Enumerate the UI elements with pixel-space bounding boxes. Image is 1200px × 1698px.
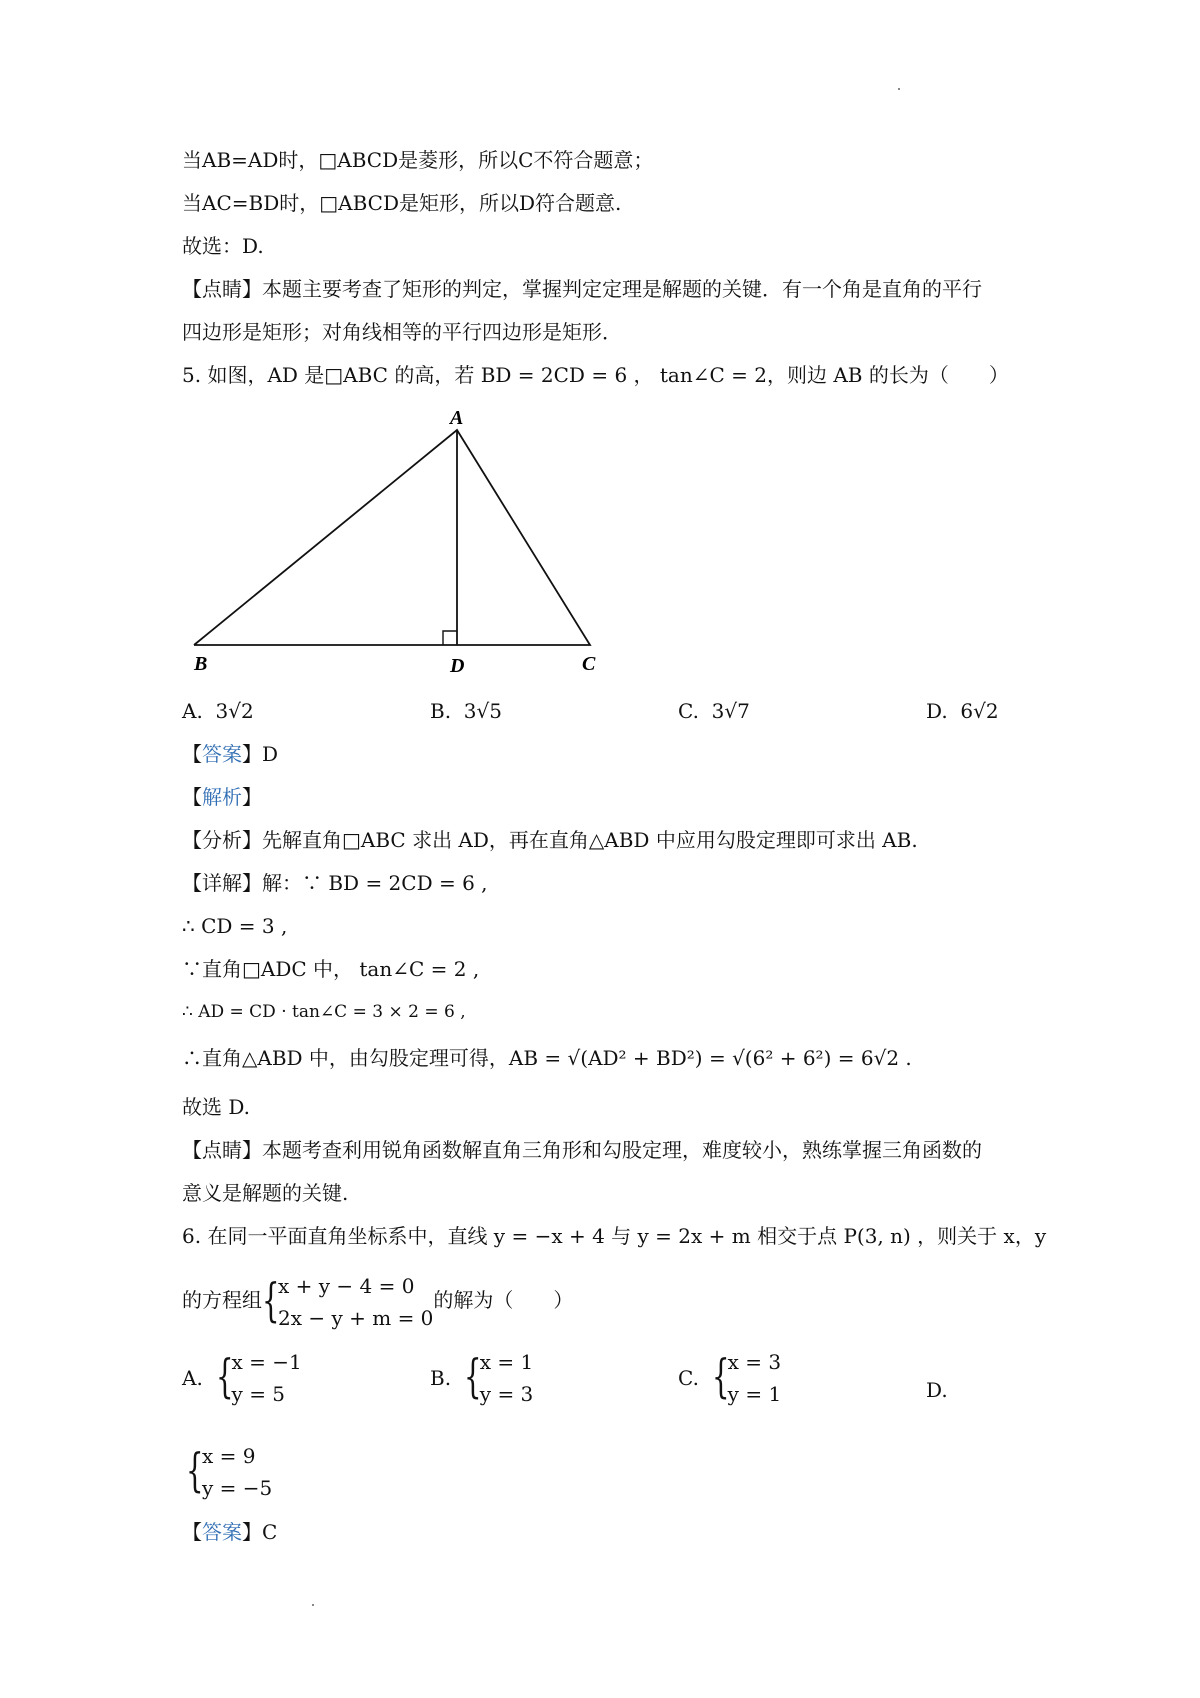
option-row-x: x = 1: [479, 1350, 534, 1374]
vertex-label-d: D: [450, 655, 465, 677]
option-letter: C.: [678, 1366, 699, 1390]
q6-option-a: [182, 1346, 302, 1410]
system-suffix: 的解为（ ）: [433, 1288, 574, 1312]
equation-1: x + y − 4 = 0: [278, 1273, 415, 1298]
q5-option-b: [430, 697, 502, 725]
q5-xiangjie: [182, 869, 488, 897]
answer-value: D: [262, 742, 279, 766]
scan-speck: [312, 1604, 314, 1606]
question-5-stem: 5. 如图，AD 是□ABC 的高，若 BD = 2CD = 6 ， tan∠C = 2，则边 AB 的长为（ ）: [182, 363, 1009, 387]
q5-step-4: ∴直角△ABD 中，由勾股定理可得，AB = √(AD² + BD²) = √(6² + 6²) = 6√2 .: [182, 1046, 912, 1070]
answer-label: 答案: [202, 1520, 242, 1544]
q5-answer-line: 【答案】D: [182, 742, 279, 766]
option-letter: D.: [926, 1378, 948, 1402]
answer-label: 答案: [202, 742, 242, 766]
option-value: 3√7: [711, 699, 750, 723]
equation-system: { x + y − 4 = 0 2x − y + m = 0: [262, 1270, 433, 1334]
text-line-ac-bd: 当AC=BD时，□ABCD是矩形，所以D符合题意.: [182, 191, 622, 215]
option-row-x: x = 9: [202, 1444, 256, 1468]
option-value: 6√2: [960, 699, 999, 723]
remark-line-2: 四边形是矩形；对角线相等的平行四边形是矩形．: [182, 320, 622, 344]
q6-answer-line: 【答案】C: [182, 1520, 278, 1544]
q6-option-c: [678, 1346, 781, 1410]
question-6-stem: 6. 在同一平面直角坐标系中，直线 y = −x + 4 与 y = 2x + m 相交于点 P(3, n) ，则关于 x，y: [182, 1224, 1047, 1248]
q5-remark-1: [182, 1136, 982, 1164]
q5-step-2: ∵直角□ADC 中， tan∠C = 2 ,: [182, 957, 480, 981]
q5-fenxi: [182, 826, 918, 854]
q5-step-1: ∴ CD = 3 ,: [182, 914, 288, 938]
option-letter: C.: [678, 699, 699, 723]
xiangjie-tag: 【详解】: [182, 871, 262, 895]
q5-analysis-heading: 【解析】: [182, 785, 262, 809]
q5-option-d: [926, 697, 999, 725]
dianjing-text: 本题考查利用锐角函数解直角三角形和勾股定理，难度较小，熟练掌握三角函数的: [262, 1138, 982, 1162]
q6-option-b: [430, 1346, 533, 1410]
option-system: { x = 3 y = 1: [712, 1346, 782, 1410]
question-6-system-line: [182, 1268, 573, 1334]
q6-option-d-system: [186, 1440, 272, 1504]
option-value: 3√5: [463, 699, 502, 723]
q5-option-a: [182, 697, 254, 725]
remark-tag: 【点睛】: [182, 277, 262, 301]
right-angle-mark: [443, 631, 457, 645]
option-system: { x = 9 y = −5: [186, 1440, 272, 1504]
q5-option-c: [678, 697, 750, 725]
fenxi-tag: 【分析】: [182, 828, 262, 852]
xiangjie-text: 解：∵ BD = 2CD = 6 ,: [262, 871, 488, 895]
q5-remark-2: 意义是解题的关键.: [182, 1181, 349, 1205]
remark-text: 本题主要考查了矩形的判定，掌握判定定理是解题的关键．有一个角是直角的平行: [262, 277, 982, 301]
text-line-ab-ad: 当AB=AD时，□ABCD是菱形，所以C不符合题意；: [182, 148, 654, 172]
triangle-abc: [194, 430, 590, 645]
option-row-y: y = 3: [479, 1382, 534, 1406]
option-letter: A.: [182, 699, 203, 723]
analysis-label: 解析: [202, 785, 242, 809]
option-row-x: x = 3: [727, 1350, 782, 1374]
option-system: { x = 1 y = 3: [464, 1346, 534, 1410]
text-line-choice-d: 故选：D.: [182, 234, 264, 258]
option-row-x: x = −1: [231, 1350, 302, 1374]
option-row-y: y = −5: [202, 1476, 273, 1500]
triangle-figure: [180, 400, 620, 680]
equation-2: 2x − y + m = 0: [278, 1305, 434, 1330]
option-row-y: y = 1: [727, 1382, 782, 1406]
vertex-label-a: A: [450, 407, 464, 429]
q5-step-3: ∴ AD = CD · tan∠C = 3 × 2 = 6 ,: [182, 1002, 466, 1022]
q6-option-d: [926, 1376, 948, 1404]
dianjing-tag: 【点睛】: [182, 1138, 262, 1162]
scan-speck: [898, 88, 900, 90]
option-letter: A.: [182, 1366, 203, 1390]
option-letter: B.: [430, 699, 452, 723]
fenxi-text: 先解直角□ABC 求出 AD，再在直角△ABD 中应用勾股定理即可求出 AB.: [262, 828, 918, 852]
option-letter: D.: [926, 699, 948, 723]
vertex-label-c: C: [582, 653, 596, 675]
answer-value: C: [262, 1520, 278, 1544]
vertex-label-b: B: [194, 653, 208, 675]
system-prefix: 的方程组: [182, 1288, 262, 1312]
option-row-y: y = 5: [231, 1382, 286, 1406]
option-system: { x = −1 y = 5: [216, 1346, 302, 1410]
option-value: 3√2: [215, 699, 254, 723]
option-letter: B.: [430, 1366, 452, 1390]
remark-line-1: [182, 275, 982, 303]
q5-step-5: 故选 D.: [182, 1095, 251, 1119]
